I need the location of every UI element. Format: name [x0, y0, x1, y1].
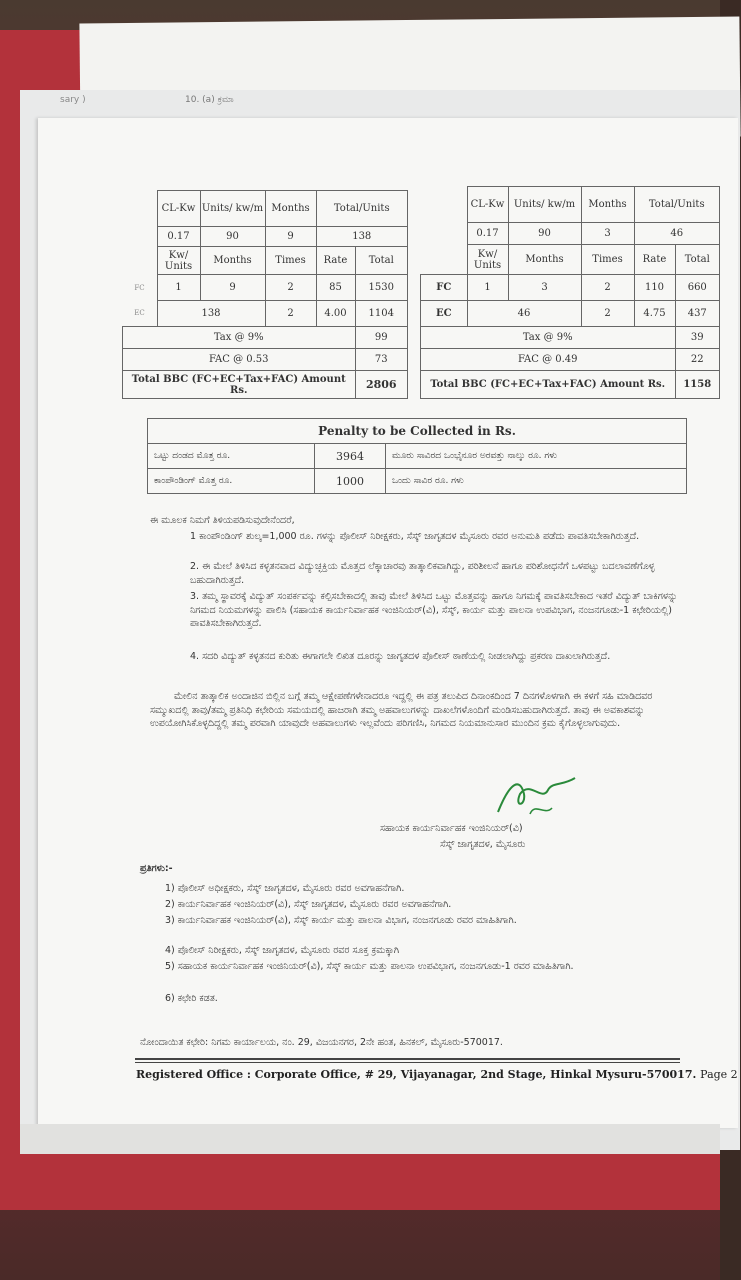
cell: 1: [467, 275, 508, 301]
tax-label: Tax @ 9%: [123, 327, 356, 349]
point-4: 4. ಸದರಿ ವಿದ್ಯುತ್ ಕಳ್ಳತನದ ಕುರಿತು ಈಗಾಗಲೇ ಲಿಖಿತ ದೂರನ್ನು ಜಾಗೃತದಳ ಪೊಲೀಸ್ ಠಾಣೆಯಲ್ಲಿ ನೀಡಲಾಗಿದ್ದು ಪ್ರಕರಣ ದಾಖಲಾಗಿರುತ್ತದೆ.: [190, 651, 611, 662]
row-label: FC: [421, 275, 468, 301]
signature-icon: [490, 772, 580, 822]
footer-divider: [135, 1058, 680, 1060]
penalty-label: ಒಟ್ಟು ದಂಡದ ಮೊತ್ತ ರೂ.: [148, 444, 315, 469]
tax-label: Tax @ 9%: [421, 327, 676, 349]
penalty-title: Penalty to be Collected in Rs.: [148, 419, 687, 444]
cell: 90: [508, 223, 581, 245]
row-label: EC: [134, 309, 145, 318]
cell: 4.00: [316, 301, 355, 327]
copy-4: 4) ಪೊಲೀಸ್ ನಿರೀಕ್ಷಕರು, ಸೆಸ್ಕ್ ಜಾಗೃತದಳ, ಮೈಸೂರು ರವರ ಸೂಕ್ತ ಕ್ರಮಕ್ಕಾಗಿ: [165, 945, 400, 956]
signatory-office: ಸೆಸ್ಕ್ ಜಾಗೃತದಳ, ಮೈಸೂರು: [440, 839, 526, 850]
copy-2: 2) ಕಾರ್ಯನಿರ್ವಾಹಕ ಇಂಜಿನಿಯರ್(ವಿ), ಸೆಸ್ಕ್ ಜಾಗೃತದಳ, ಮೈಸೂರು ರವರ ಅವಗಾಹನೆಗಾಗಿ.: [165, 899, 452, 910]
header-cell: CL-Kw: [467, 187, 508, 223]
copy-3: 3) ಕಾರ್ಯನಿರ್ವಾಹಕ ಇಂಜಿನಿಯರ್(ವಿ), ಸೆಸ್ಕ್ ಕಾರ್ಯ ಮತ್ತು ಪಾಲನಾ ವಿಭಾಗ, ನಂಜನಗೂಡು ರವರ ಮಾಹಿತಿಗಾಗಿ.: [165, 915, 517, 926]
point-2: 2. ಈ ಮೇಲೆ ತಿಳಿಸಿದ ಕಳ್ಳತನವಾದ ವಿದ್ಯುಚ್ಛಕ್ತಿಯ ಮೊತ್ತದ ಲೆಕ್ಕಾಚಾರವು ತಾತ್ಕಾಲಿಕವಾಗಿದ್ದು, ಪರಿಶೀಲನೆ ಹಾಗೂ ಪರಿಶೋಧನೆಗೆ ಒಳಪಟ್ಟು ಬದಲಾವಣೆಗೊಳ್ಳ ಬಹುದಾಗಿರುತ್ತದೆ.: [190, 561, 655, 586]
cell: 2: [265, 275, 316, 301]
cell: 1: [157, 275, 200, 301]
cell: 22: [675, 349, 720, 371]
cell: 138: [157, 301, 265, 327]
point-1: 1 ಕಾಂಪೌಂಡಿಂಗ್ ಶುಲ್ಕ=1,000 ರೂ. ಗಳನ್ನು ಪೊಲೀಸ್ ನಿರೀಕ್ಷಕರು, ಸೆಸ್ಕ್ ಜಾಗೃತದಳ ಮೈಸೂರು ರವರ ಅನುಮತಿ ಪಡೆದು ಪಾವತಿಸಬೇಕಾಗಿರುತ್ತದೆ.: [190, 531, 640, 542]
fac-label: FAC @ 0.53: [123, 349, 356, 371]
cell: 1104: [355, 301, 408, 327]
compounding-label: ಕಾಂಪೌಂಡಿಂಗ್ ಮೊತ್ತ ರೂ.: [148, 469, 315, 494]
cell: 3: [508, 275, 581, 301]
copy-6: 6) ಕಛೇರಿ ಕಡತ.: [165, 993, 218, 1004]
cell: 2: [265, 301, 316, 327]
header-cell: Months: [508, 245, 581, 275]
point-3: 3. ತಮ್ಮ ಸ್ಥಾವರಕ್ಕೆ ವಿದ್ಯುತ್ ಸಂಪರ್ಕವನ್ನು ಕಲ್ಪಿಸಬೇಕಾದಲ್ಲಿ ತಾವು ಮೇಲೆ ತಿಳಿಸಿದ ಒಟ್ಟು ಮೊತ್ತವನ್ನು ಹಾಗೂ ನಿಗಮಕ್ಕೆ ಪಾವತಿಸಬೇಕಾದ ಇತರೆ ವಿದ್ಯುತ್ ಬಾಕಿಗಳನ್ನು ನಿಗಮದ ನಿಯಮಗಳನ್ನು ಪಾಲಿಸಿ (ಸಹಾಯಕ ಕಾರ್ಯನಿರ್ವಾಹಕ ಇಂಜಿನಿಯರ್(ವಿ), ಸೆಸ್ಕ್, ಕಾರ್ಯ ಮತ್ತು ಪಾಲನಾ ಉಪವಿಭಾಗ, ನಂಜನಗೂಡು-1 ಕಛೇರಿಯಲ್ಲಿ) ಪಾವತಿಸಬೇಕಾಗಿರುತ್ತದೆ.: [190, 591, 678, 629]
body-paragraph: ಮೇಲಿನ ತಾತ್ಕಾಲಿಕ ಅಂದಾಜಿನ ಬಿಲ್ಲಿನ ಬಗ್ಗೆ ತಮ್ಮ ಆಕ್ಷೇಪಣೆಗಳೇನಾದರೂ ಇದ್ದಲ್ಲಿ ಈ ಪತ್ರ ತಲುಪಿದ ದಿನಾಂಕದಿಂದ 7 ದಿನಗಳೊಳಗಾಗಿ ಈ ಕಳಗೆ ಸಹಿ ಮಾಡಿದವರ ಸಮ್ಮುಖದಲ್ಲಿ ತಾವು/ತಮ್ಮ ಪ್ರತಿನಿಧಿ ಕಛೇರಿಯ ಸಮಯದಲ್ಲಿ ಹಾಜರಾಗಿ ತಮ್ಮ ಅಹವಾಲುಗಳನ್ನು ದಾಖಲೆಗಳೊಂದಿಗೆ ಮಂಡಿಸಬಹುದಾಗಿರುತ್ತದೆ. ತಾವು ಈ ಅವಕಾಶವನ್ನು ಉಪಯೋಗಿಸಿಕೊಳ್ಳದಿದ್ದಲ್ಲಿ ತಮ್ಮ ಪರವಾಗಿ ಯಾವುದೇ ಅಹವಾಲುಗಳು ಇಲ್ಲವೆಂದು ಪರಿಗಣಿಸಿ, ನಿಗಮದ ನಿಯಮಾನುಸಾರ ಮುಂದಿನ ಕ್ರಮ ಕೈಗೊಳ್ಳಲಾಗುವುದು.: [150, 691, 653, 729]
copy-1: 1) ಪೊಲೀಸ್ ಅಧೀಕ್ಷಕರು, ಸೆಸ್ಕ್ ಜಾಗೃತದಳ, ಮೈಸೂರು ರವರ ಅವಗಾಹನೆಗಾಗಿ.: [165, 883, 405, 894]
cell: 90: [200, 227, 265, 247]
cell: 2: [581, 275, 634, 301]
header-cell: CL-Kw: [157, 191, 200, 227]
header-cell: Units/ kw/m: [508, 187, 581, 223]
cell: 46: [467, 301, 581, 327]
penalty-amount: 3964: [315, 444, 386, 469]
cell: 73: [355, 349, 408, 371]
cell: 99: [355, 327, 408, 349]
page-number: Page 2: [700, 1068, 738, 1081]
lower-sheet-edge: [20, 1124, 720, 1154]
header-cell: Months: [581, 187, 634, 223]
header-cell: Times: [265, 247, 316, 275]
header-left: sary ): [60, 95, 86, 105]
compounding-amount: 1000: [315, 469, 386, 494]
penalty-table: [147, 418, 687, 494]
cell: 4.75: [634, 301, 675, 327]
penalty-words: ಮೂರು ಸಾವಿರದ ಒಂಭೈನೂರ ಅರವತ್ತು ನಾಲ್ಕು ರೂ. ಗಳು: [386, 444, 687, 469]
cell: 85: [316, 275, 355, 301]
header-cell: Total/Units: [316, 191, 408, 227]
row-label: FC: [134, 283, 145, 292]
right-bill-table: [420, 186, 720, 399]
copy-5: 5) ಸಹಾಯಕ ಕಾರ್ಯನಿರ್ವಾಹಕ ಇಂಜಿನಿಯರ್(ವಿ), ಸೆಸ್ಕ್ ಕಾರ್ಯ ಮತ್ತು ಪಾಲನಾ ಉಪವಿಭಾಗ, ನಂಜನಗೂಡು-1 ರವರ ಮಾಹಿತಿಗಾಗಿ.: [165, 961, 574, 972]
row-label: EC: [421, 301, 468, 327]
header-cell: Kw/ Units: [467, 245, 508, 275]
cell: 660: [675, 275, 720, 301]
header-cell: Rate: [316, 247, 355, 275]
header-cell: Total: [675, 245, 720, 275]
signatory-title: ಸಹಾಯಕ ಕಾರ್ಯನಿರ್ವಾಹಕ ಇಂಜಿನಿಯರ್(ವಿ): [380, 823, 523, 834]
cell: 2: [581, 301, 634, 327]
intro-text: ಈ ಮೂಲಕ ನಿಮಗೆ ತಿಳಿಯಪಡಿಸುವುದೇನೆಂದರೆ,: [150, 515, 295, 526]
cell: 3: [581, 223, 634, 245]
compounding-words: ಒಂದು ಸಾವಿರ ರೂ. ಗಳು: [386, 469, 687, 494]
header-cell: Total: [355, 247, 408, 275]
fac-label: FAC @ 0.49: [421, 349, 676, 371]
left-bill-table: [122, 190, 408, 399]
cell: 138: [316, 227, 408, 247]
cell: 1530: [355, 275, 408, 301]
header-cell: Times: [581, 245, 634, 275]
cell: 9: [200, 275, 265, 301]
cell: 9: [265, 227, 316, 247]
total-label: Total BBC (FC+EC+Tax+FAC) Amount Rs.: [421, 371, 676, 399]
header-cell: Total/Units: [634, 187, 720, 223]
header-num: 10. (a) ಕ್ರಮಾ: [185, 95, 234, 105]
cell: 110: [634, 275, 675, 301]
header-cell: Months: [200, 247, 265, 275]
header-cell: Units/ kw/m: [200, 191, 265, 227]
cell: 39: [675, 327, 720, 349]
cell: 437: [675, 301, 720, 327]
footer-kannada: ನೋಂದಾಯಿತ ಕಛೇರಿ: ನಿಗಮ ಕಾರ್ಯಾಲಯ, ನಂ. 29, ವಿಜಯನಗರ, 2ನೇ ಹಂತ, ಹಿನಕಲ್, ಮೈಸೂರು-570017.: [140, 1037, 503, 1048]
header-cell: Kw/ Units: [157, 247, 200, 275]
cell: 0.17: [157, 227, 200, 247]
header-cell: Months: [265, 191, 316, 227]
total-value: 2806: [355, 371, 408, 399]
cell: 0.17: [467, 223, 508, 245]
footer-english: Registered Office : Corporate Office, # 29, Vijayanagar, 2nd Stage, Hinkal Mysuru-570017.: [136, 1068, 697, 1081]
copies-title: ಪ್ರತಿಗಳು:-: [140, 863, 173, 874]
cell: 46: [634, 223, 720, 245]
header-cell: Rate: [634, 245, 675, 275]
total-label: Total BBC (FC+EC+Tax+FAC) Amount Rs.: [123, 371, 356, 399]
footer-divider-thin: [135, 1062, 680, 1063]
total-value: 1158: [675, 371, 720, 399]
